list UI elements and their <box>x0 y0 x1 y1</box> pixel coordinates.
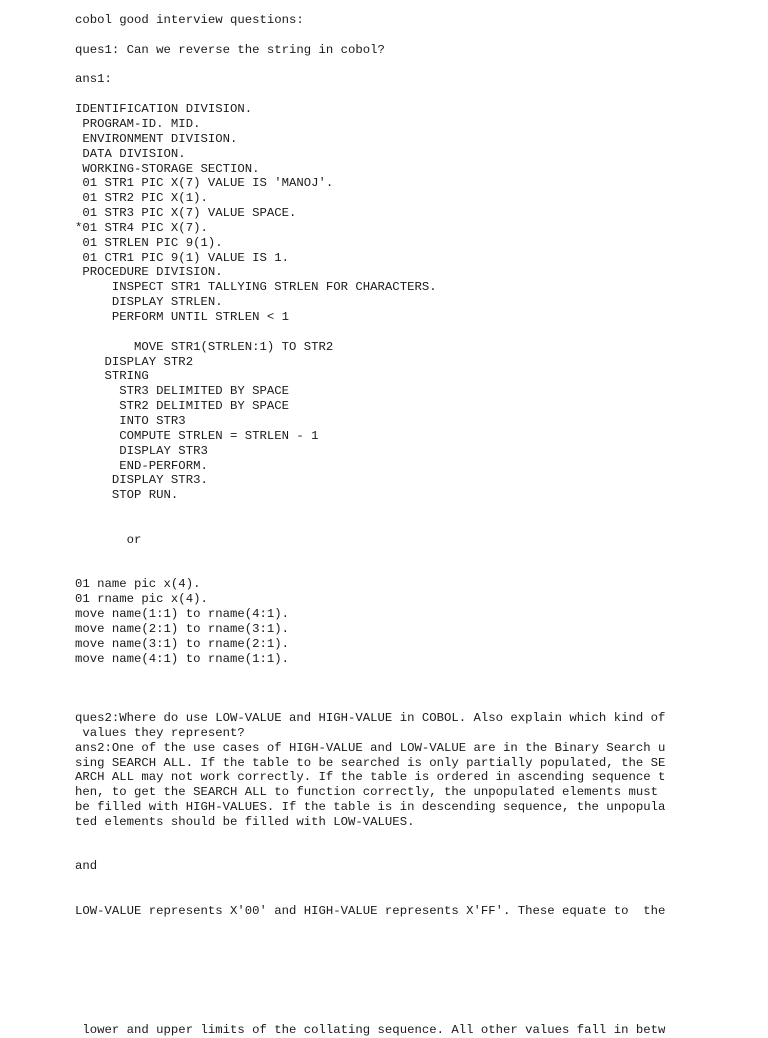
text-line: END-PERFORM. <box>75 458 208 473</box>
text-line: STR3 DELIMITED BY SPACE <box>75 384 290 399</box>
text-line: INSPECT STR1 TALLYING STRLEN FOR CHARACTERS. <box>75 280 437 295</box>
text-line: 01 name pic x(4). <box>75 577 201 592</box>
text-line: move name(1:1) to rname(4:1). <box>75 607 290 621</box>
text-line: DATA DIVISION. <box>75 146 186 161</box>
text-line: 01 CTR1 PIC 9(1) VALUE IS 1. <box>75 250 290 265</box>
text-line: PROCEDURE DIVISION. <box>75 265 223 280</box>
text-line: ARCH ALL may not work correctly. If the table is ordered in ascending sequence t <box>75 770 666 785</box>
text-line: 01 STR2 PIC X(1). <box>75 191 208 206</box>
text-line: MOVE STR1(STRLEN:1) TO STR2 <box>75 339 334 354</box>
text-line: STOP RUN. <box>75 488 179 503</box>
text-line: ques2:Where do use LOW-VALUE and HIGH-VALUE in COBOL. Also explain which kind of <box>75 710 666 725</box>
text-line: cobol good interview questions: <box>75 13 304 27</box>
text-line: or <box>75 532 142 547</box>
text-line: INTO STR3 <box>75 413 186 428</box>
text-line: 01 STR1 PIC X(7) VALUE IS 'MANOJ'. <box>75 176 334 191</box>
text-line: 01 rname pic x(4). <box>75 592 208 607</box>
text-line: 01 STRLEN PIC 9(1). <box>75 235 223 250</box>
text-line: and <box>75 859 98 874</box>
text-line: ans2:One of the use cases of HIGH-VALUE and LOW-VALUE are in the Binary Search u <box>75 740 666 755</box>
text-line: be filled with HIGH-VALUES. If the table is in descending sequence, the unpopula <box>75 800 666 815</box>
text-line: COMPUTE STRLEN = STRLEN - 1 <box>75 428 319 443</box>
text-line: ans1: <box>75 72 112 87</box>
text-line: STRING <box>75 369 149 384</box>
text-line: ques1: Can we reverse the string in cobol? <box>75 42 385 57</box>
text-line: DISPLAY STR3. <box>75 473 208 488</box>
text-line: move name(4:1) to rname(1:1). <box>75 651 290 666</box>
text-line: ted elements should be filled with LOW-VALUES. <box>75 814 415 829</box>
text-line: 01 STR3 PIC X(7) VALUE SPACE. <box>75 206 297 221</box>
text-line: WORKING-STORAGE SECTION. <box>75 161 260 176</box>
text-line: IDENTIFICATION DIVISION. <box>75 102 253 117</box>
text-line: DISPLAY STRLEN. <box>75 295 223 310</box>
text-line: hen, to get the SEARCH ALL to function correctly, the unpopulated elements must <box>75 785 658 800</box>
text-line: PROGRAM-ID. MID. <box>75 116 201 131</box>
text-line: STR2 DELIMITED BY SPACE <box>75 399 290 414</box>
text-line: DISPLAY STR2 <box>75 354 194 369</box>
text-line: *01 STR4 PIC X(7). <box>75 220 208 235</box>
text-line: ENVIRONMENT DIVISION. <box>75 131 238 146</box>
text-line: lower and upper limits of the collating sequence. All other values fall in betw <box>75 1022 666 1037</box>
text-line: move name(3:1) to rname(2:1). <box>75 636 290 651</box>
text-line: move name(2:1) to rname(3:1). <box>75 621 290 636</box>
text-line: PERFORM UNTIL STRLEN < 1 <box>75 310 290 324</box>
text-line: values they represent? <box>75 725 245 740</box>
text-line: LOW-VALUE represents X'00' and HIGH-VALUE represents X'FF'. These equate to the <box>75 904 666 918</box>
text-line: sing SEARCH ALL. If the table to be searched is only partially populated, the SE <box>75 755 666 770</box>
text-line: DISPLAY STR3 <box>75 443 208 458</box>
